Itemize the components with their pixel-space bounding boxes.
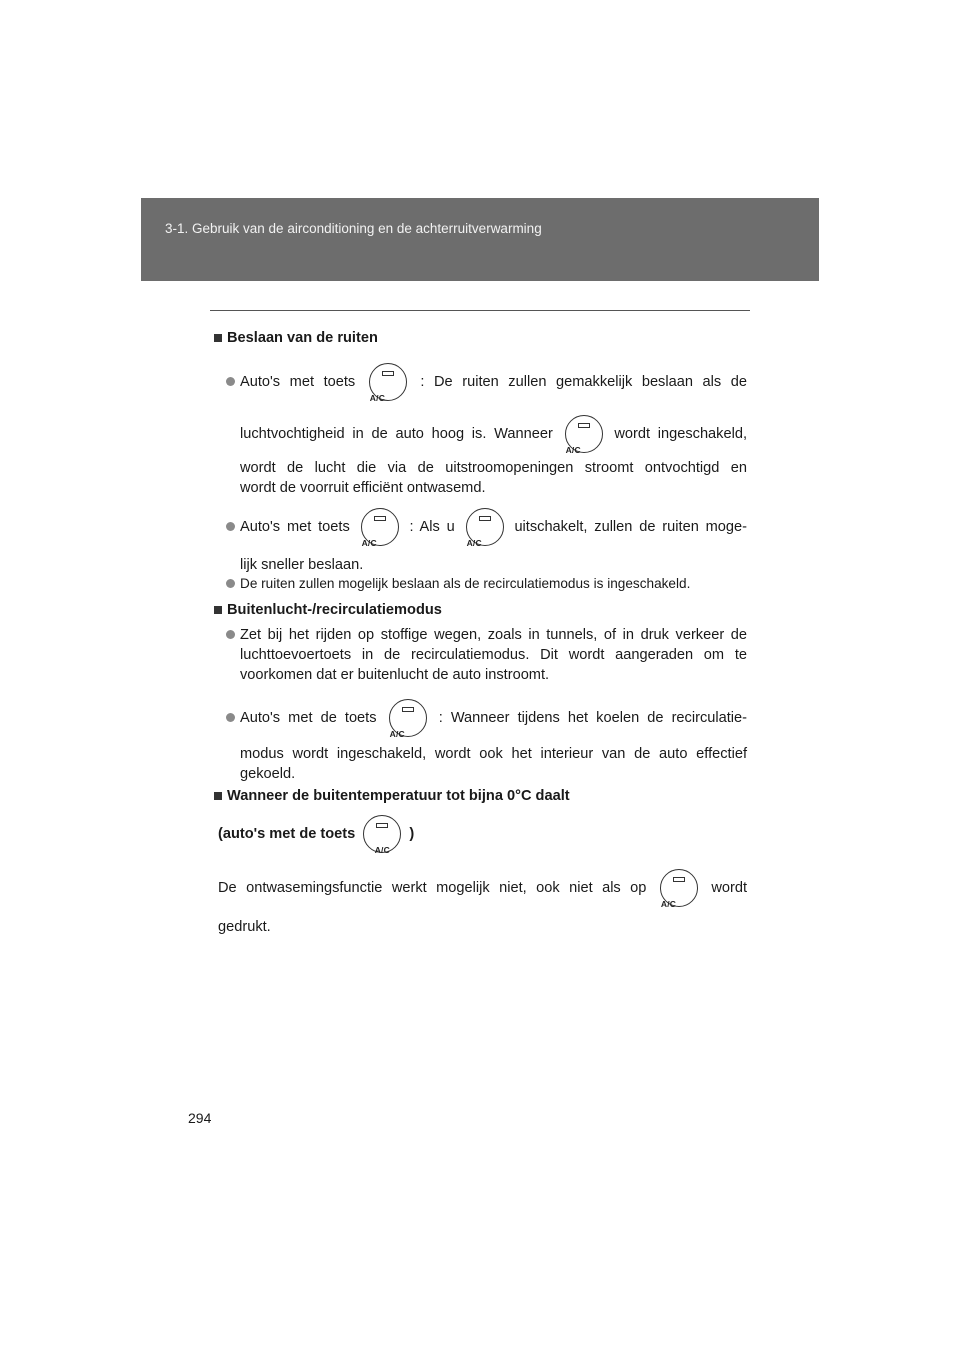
section-subheading: (auto's met de toets A/C )	[218, 814, 753, 854]
square-bullet-icon	[214, 792, 222, 800]
ac-button-icon: A/C	[466, 508, 504, 546]
ac-button-icon: A/C	[363, 815, 401, 853]
round-bullet-icon	[226, 579, 235, 588]
chapter-title: 3-1. Gebruik van de airconditioning en de achterruitverwarming	[165, 221, 542, 236]
page-number: 294	[188, 1110, 212, 1126]
ac-button-icon: A/C	[361, 508, 399, 546]
ac-button-icon: A/C	[660, 869, 698, 907]
ac-button-icon: A/C	[565, 415, 603, 453]
section-paragraph: De ontwasemingsfunctie werkt mogelijk niet, ook niet als op A/C wordt gedrukt.	[218, 868, 747, 937]
section-heading-beslaan: Beslaan van de ruiten	[212, 328, 747, 348]
ac-button-icon: A/C	[389, 699, 427, 737]
section-divider	[210, 310, 750, 311]
round-bullet-icon	[226, 713, 235, 722]
ac-button-icon: A/C	[369, 363, 407, 401]
round-bullet-icon	[226, 522, 235, 531]
chapter-header	[141, 198, 819, 281]
square-bullet-icon	[214, 606, 222, 614]
section-heading-temperatuur: Wanneer de buitentemperatuur tot bijna 0°C daalt	[212, 786, 747, 806]
round-bullet-icon	[226, 630, 235, 639]
square-bullet-icon	[214, 334, 222, 342]
section-heading-buitenlucht: Buitenlucht-/recirculatiemodus	[212, 600, 747, 620]
round-bullet-icon	[226, 377, 235, 386]
